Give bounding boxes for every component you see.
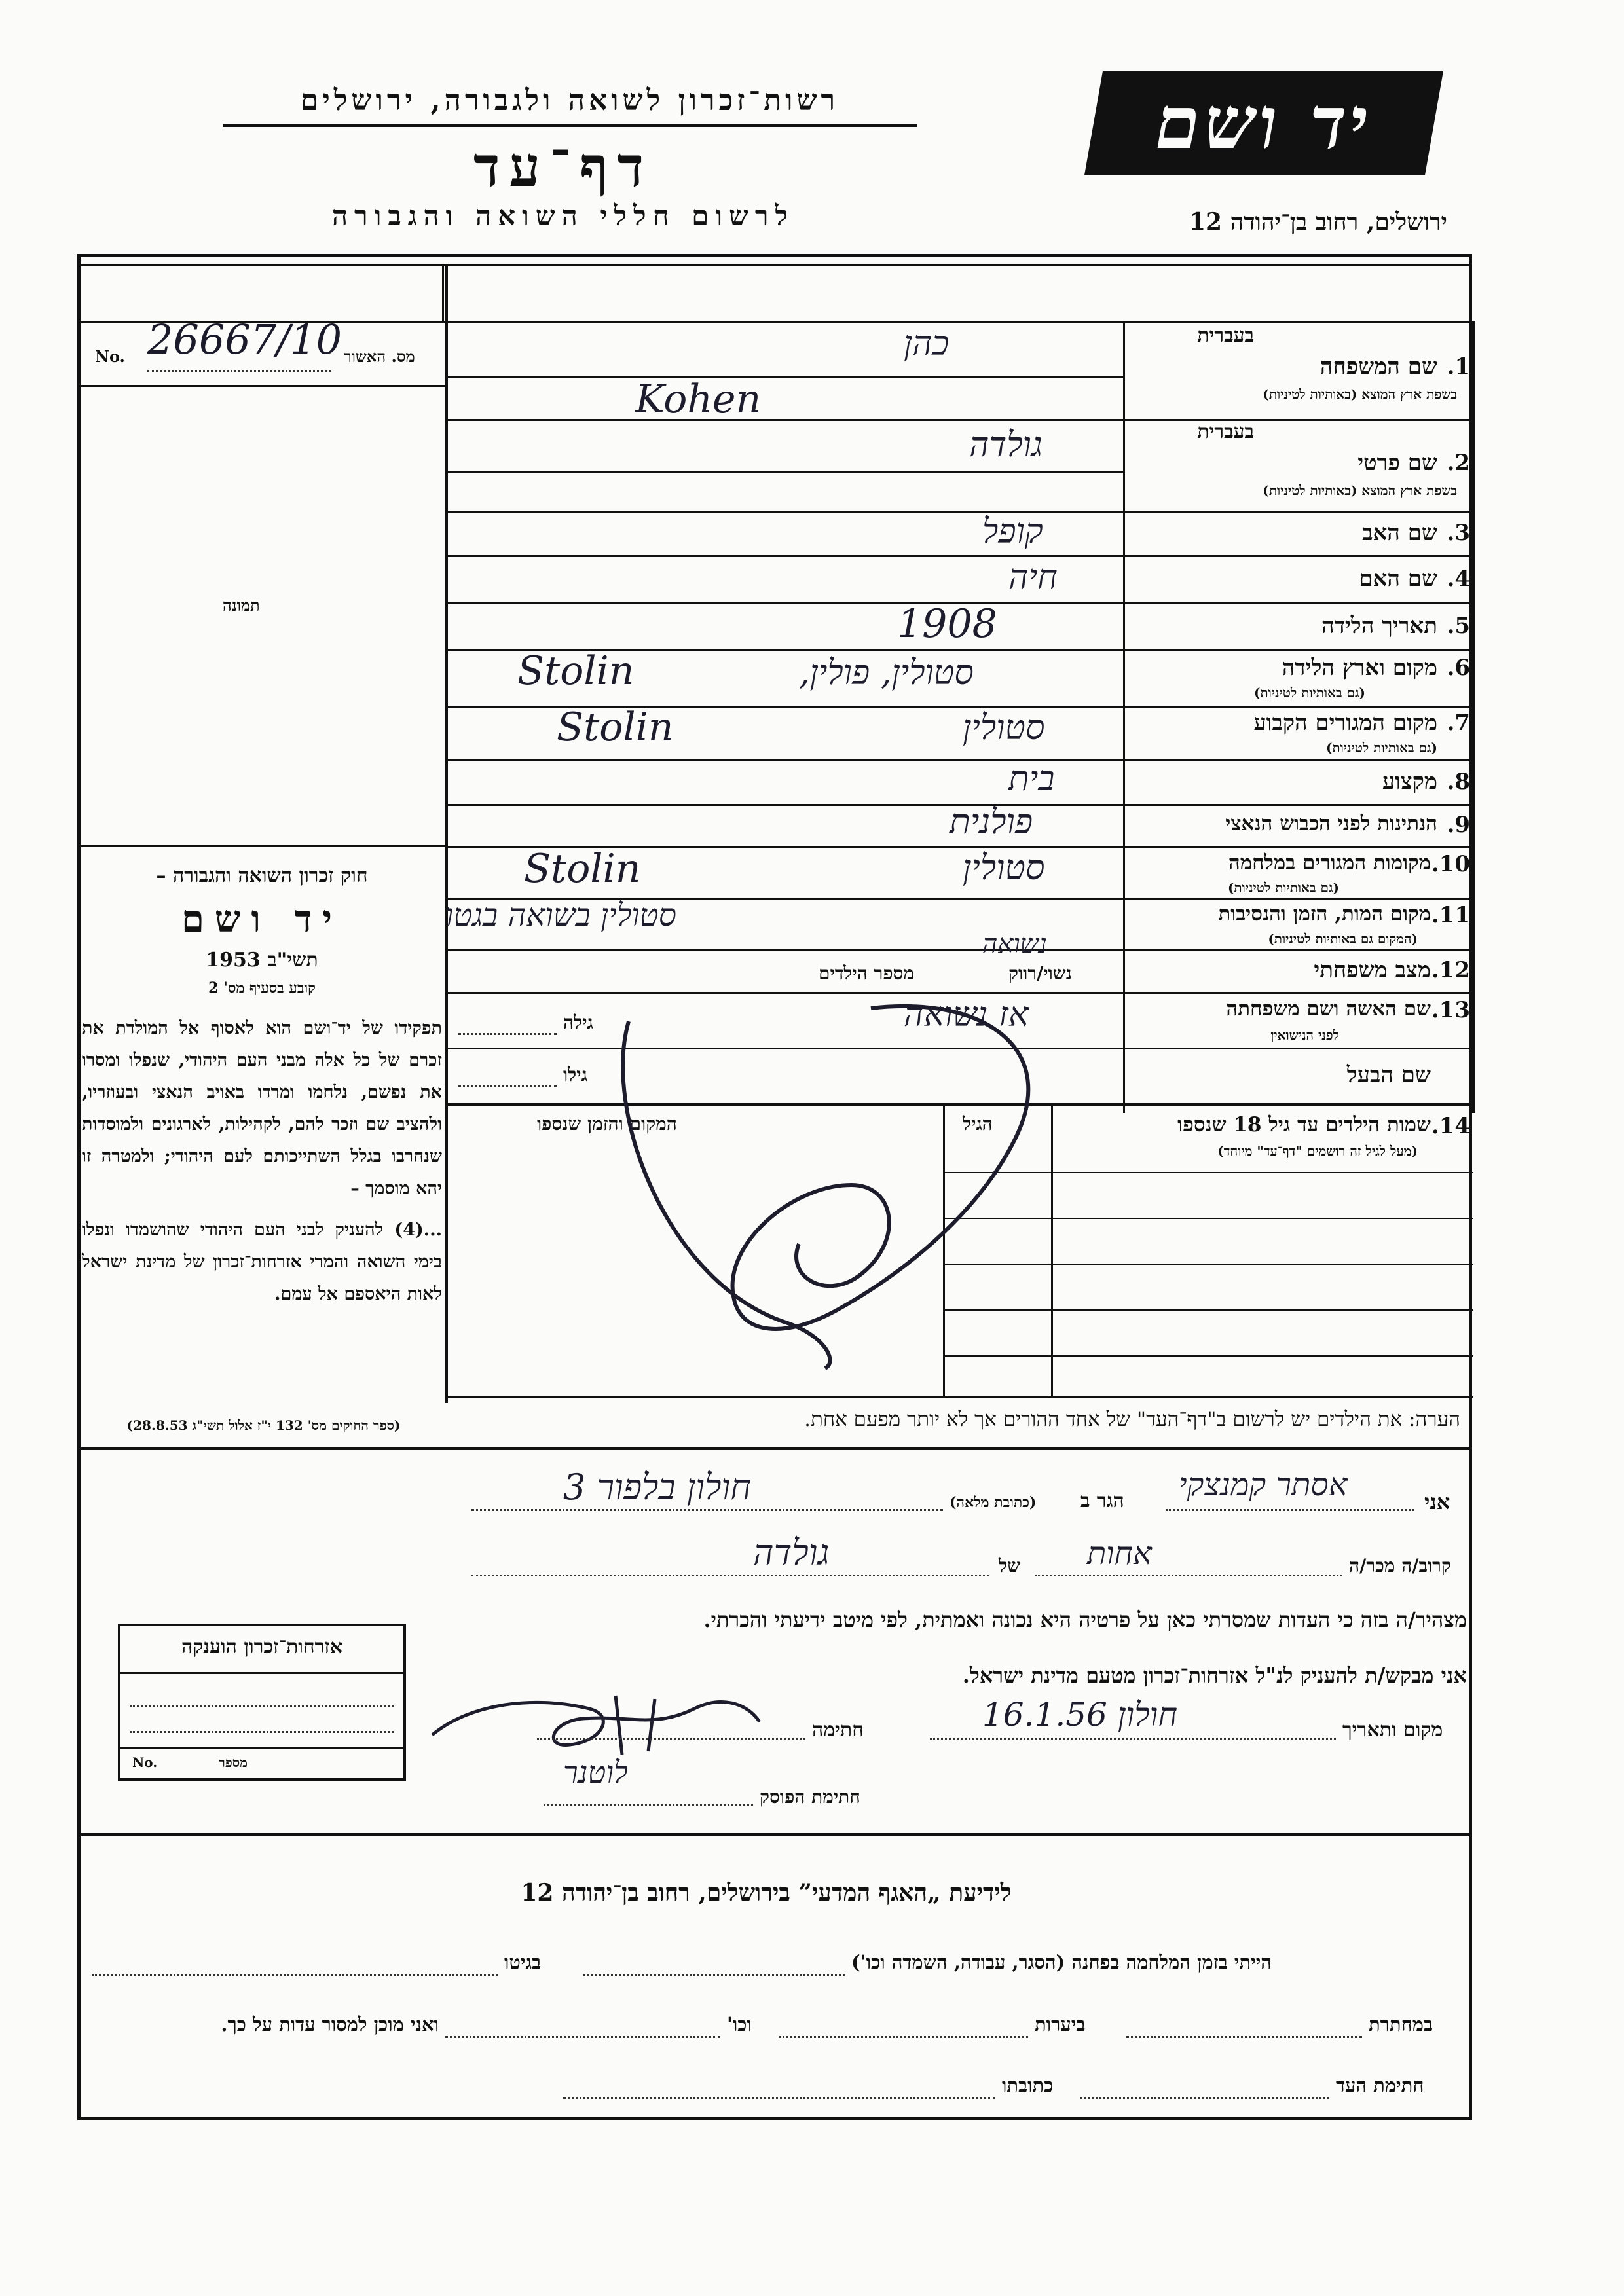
strike-through-scribble	[589, 969, 1113, 1375]
field-husband-age-line	[458, 1085, 557, 1087]
field-nationality	[1126, 805, 1470, 846]
witness-lives-label: הגר ב	[1080, 1489, 1124, 1512]
field-2-value-hebrew: גולדה	[969, 426, 1043, 465]
bottom-line3-fill-2	[563, 2097, 995, 2099]
field-7-value-latin: Stolin	[557, 704, 674, 750]
frame-inner-top	[77, 264, 1472, 266]
field-6-value-hebrew: סטולין, פולין,	[799, 653, 974, 693]
field-9-num: 9.	[1447, 812, 1470, 838]
witness-relation-line	[1035, 1575, 1342, 1576]
field-1-num: 1.	[1447, 354, 1470, 380]
field-1-label: שם המשפחה	[1320, 354, 1437, 380]
logo-text: יד ושם	[1148, 81, 1380, 165]
bottom-title: לידיעת „האגף המדעי” בירושלים, רחוב בן־יהודה 12	[521, 1879, 1012, 1906]
field-10-num: 10.	[1431, 851, 1470, 877]
request: אני מבקש/ת להעניק לנ"ל אזרחות־זכרון מטעם מדינת ישראל.	[962, 1663, 1467, 1688]
field-12-num: 12.	[1431, 957, 1470, 983]
registrar-name: לוטנר	[563, 1755, 628, 1790]
field-4-value: חיה	[1008, 558, 1058, 597]
field-7-sub: (גם באותיות לטיניות)	[1325, 740, 1437, 756]
bottom-line2c: וכו'	[727, 2013, 752, 2035]
field-13-value: אז נשואה	[904, 995, 1029, 1034]
place-date-line	[930, 1738, 1336, 1740]
field-wife-name	[1126, 993, 1470, 1048]
field-3-value: קופל	[982, 512, 1043, 551]
bottom-line1a: הייתי בזמן המלחמה בפחנה (הסגר, עבודה, השמדה וכו')	[851, 1951, 1272, 1973]
witness-relation: אחות	[1087, 1535, 1152, 1572]
field-war-residence	[1126, 847, 1470, 898]
bottom-line3b: כתובתו	[1002, 2074, 1054, 2096]
witness-i-label: אני	[1424, 1489, 1450, 1514]
label-column-divider	[1123, 321, 1125, 1113]
bottom-line3-fill-1	[1080, 2097, 1329, 2099]
top-left-divider	[442, 264, 444, 323]
witness-of-line	[471, 1575, 989, 1576]
bottom-line1b: בגיטו	[504, 1951, 542, 1973]
field-8-value: בית	[1008, 759, 1055, 799]
field-4-num: 4.	[1447, 566, 1470, 592]
field-12-children-label: מספר הילדים	[819, 962, 915, 984]
field-12-label: מצב משפחתי	[1314, 957, 1431, 983]
citizenship-no: No.	[132, 1755, 158, 1770]
field-7-value-hebrew: סטולין	[963, 708, 1045, 748]
field-first-name	[1126, 420, 1470, 511]
note-bottom-line	[77, 1447, 1472, 1450]
field-6-value-latin: Stolin	[517, 648, 635, 694]
bottom-line2d: ואני מוכן למסור עדות על כך.	[221, 2013, 439, 2035]
bottom-line2b: ביערות	[1035, 2013, 1086, 2035]
bottom-line1-fill-2	[92, 1974, 498, 1976]
field-3-label: שם האב	[1362, 520, 1437, 546]
children-col-age: הגיל	[963, 1113, 993, 1135]
form-title: דף־עד	[473, 134, 653, 199]
field-residence	[1126, 707, 1470, 759]
field-13-num: 13.	[1431, 997, 1470, 1023]
place-date: חולון 16.1.56	[982, 1696, 1178, 1734]
registrar-label: חתימת הפוסק	[760, 1786, 860, 1808]
field-6-sub: (גם באותיות לטיניות)	[1253, 685, 1365, 701]
field-12-married: נשוי/רווק	[1008, 962, 1072, 984]
field-8-num: 8.	[1447, 769, 1470, 795]
field-14-label: שמות הילדים עד גיל 18 שנספו	[1177, 1113, 1431, 1137]
field-family-name	[1126, 324, 1470, 419]
declaration: מצהיר/ה בזה כי העדות שמסרתי כאן על פרטיה היא נכונה ואמתית, לפי מיטב ידיעתי והכרתי.	[703, 1607, 1467, 1632]
institution-name: רשות־זכרון לשואה ולגבורה, ירושלים	[300, 84, 840, 117]
field-occupation	[1126, 761, 1470, 804]
law-sidebar	[82, 864, 442, 1310]
field-13-age-label: גילה	[563, 1011, 593, 1033]
field-mother-name	[1126, 556, 1470, 602]
law-name: יד ושם	[181, 898, 343, 941]
field-6-label: מקום וארץ הלידה	[1282, 655, 1437, 681]
bottom-line2-fill-1	[1126, 2036, 1362, 2038]
field-1-value-latin: Kohen	[635, 376, 762, 422]
witness-name-line	[1166, 1509, 1414, 1511]
field-14-sub: (מעל לגיל זה רושמים "דף־עד" מיוחד)	[1217, 1143, 1418, 1159]
field-husband-label: שם הבעל	[1346, 1062, 1431, 1088]
signature-line	[537, 1738, 805, 1740]
field-13-label: שם האשה ושם משפחתה	[1226, 997, 1431, 1021]
field-8-label: מקצוע	[1382, 769, 1437, 795]
field-5-label: תאריך הלידה	[1321, 613, 1437, 639]
citizenship-line-2	[130, 1731, 394, 1733]
registration-bottom-line	[77, 385, 447, 387]
field-1-sub: בשפת ארץ המוצא (באותיות לטיניות)	[1263, 386, 1457, 402]
law-title: חוק זכרון השואה והגבורה –	[156, 864, 368, 887]
field-13-age-line	[458, 1033, 557, 1035]
field-13-sub: לפני הנישואין	[1270, 1027, 1339, 1043]
witness-name: אסתר קמנצקי	[1179, 1467, 1348, 1503]
bottom-line3a: חתימת העד	[1336, 2074, 1424, 2096]
field-1-value-hebrew: כהן	[904, 324, 950, 363]
witness-bottom-line	[77, 1833, 1472, 1836]
field-5-value: 1908	[897, 601, 997, 647]
bottom-line2-fill-3	[445, 2036, 720, 2038]
field-3-num: 3.	[1447, 520, 1470, 546]
witness-of-label: של	[999, 1555, 1020, 1576]
citizenship-bottom-line	[120, 1747, 403, 1749]
field-birth-date	[1126, 604, 1470, 649]
field-7-num: 7.	[1447, 710, 1470, 736]
photo-label: תמונה	[223, 596, 260, 615]
place-date-label: מקום ותאריך	[1342, 1719, 1443, 1741]
field-10-label: מקומות המגורים במלחמה	[1228, 851, 1431, 875]
field-husband-age-label: גילו	[563, 1064, 587, 1085]
bottom-line1-fill	[583, 1974, 845, 1976]
field-11-label: מקום המות, הזמן והנסיבות	[1218, 902, 1431, 926]
field-husband	[1126, 1049, 1470, 1103]
row-line-1a	[445, 376, 1123, 378]
address: ירושלים, רחוב בן־יהודה 12	[1189, 208, 1447, 236]
field-father-name	[1126, 512, 1470, 555]
field-2-lang: בעברית	[1197, 420, 1254, 443]
law-clause: קובע בסעיף מס' 2	[208, 979, 316, 996]
field-14-num: 14.	[1431, 1113, 1470, 1139]
field-birth-place	[1126, 651, 1470, 706]
field-5-num: 5.	[1447, 613, 1470, 639]
citizenship-number-label: מספר	[219, 1755, 248, 1770]
registration-underline	[147, 370, 331, 372]
children-col-place: המקום והזמן שנספו	[537, 1113, 677, 1135]
citizenship-line-1	[130, 1705, 394, 1707]
witness-address: חולון בלפור 3	[563, 1467, 752, 1508]
form-subtitle: לרשום חללי השואה והגבורה	[331, 200, 795, 232]
field-10-value-hebrew: סטולין	[963, 848, 1045, 888]
field-10-sub: (גם באותיות לטיניות)	[1227, 880, 1339, 896]
yad-vashem-logo	[1084, 71, 1443, 175]
law-citation: (ספר החוקים מס' 132 י"ז אלול תשי"ג 28.8.53)	[126, 1417, 401, 1433]
field-9-value: פולנית	[950, 803, 1033, 842]
registration-no-label: No.	[95, 347, 125, 366]
law-paragraph-1: תפקידו של יד־ושם הוא לאסוף אל המולדת את זכרם של כל אלה מבני העם היהודי, שנפלו ומסרו את נפשם, נלחמו ומרדו באויב הנאצי ובעוזריו, ולהציב שם וזכר להם, לקהילות, לארגונים ולמוסדות שנחרבו בגלל השתייכותם לעם היהודי; ולמטרה זו יהא מוסמך –	[82, 1018, 442, 1199]
citizenship-title-line	[120, 1672, 403, 1674]
field-children	[1054, 1105, 1470, 1164]
law-year: תשי"ב 1953	[206, 949, 318, 972]
field-11-num: 11.	[1431, 902, 1470, 928]
field-9-label: הנתינות לפני הכבוש הנאצי	[1225, 812, 1437, 835]
witness-relation-label: קרוב/ה מכר/ה	[1349, 1555, 1451, 1576]
registration-number: 26667/10	[147, 316, 342, 363]
field-11-sub: (המקום גם באותיות לטיניות)	[1268, 931, 1418, 947]
citizenship-title: אזרחות־זכרון הוענקה	[181, 1635, 343, 1658]
registration-number-label: מס. האשור	[344, 347, 415, 366]
field-2-num: 2.	[1447, 450, 1470, 476]
header-underline	[223, 124, 917, 127]
witness-of-name: גולדה	[753, 1532, 830, 1573]
witness-address-sub: (כתובת מלאה)	[950, 1494, 1037, 1511]
left-column-divider	[445, 264, 448, 1403]
field-2-label: שם פרטי	[1357, 450, 1437, 476]
bottom-line2a: במחתרת	[1369, 2013, 1433, 2035]
note: הערה: את הילדים יש לרשום ב"דף־העד" של אחד ההורים אך לא יותר מפעם אחת.	[804, 1408, 1460, 1431]
field-2-sub: בשפת ארץ המוצא (באותיות לטיניות)	[1263, 483, 1457, 498]
right-thick-border	[1472, 321, 1475, 1113]
field-marital-status	[1126, 951, 1470, 992]
registration-box	[82, 316, 445, 386]
row-line-2a	[445, 471, 1123, 473]
citizenship-box	[118, 1624, 406, 1781]
photo-bottom-line	[77, 845, 447, 847]
field-7-label: מקום המגורים הקבוע	[1253, 710, 1437, 736]
field-10-value-latin: Stolin	[524, 846, 641, 892]
field-6-num: 6.	[1447, 655, 1470, 681]
field-11-value: סטולין בשואה בגטו	[445, 897, 676, 934]
field-1-lang: בעברית	[1197, 324, 1254, 347]
field-4-label: שם האם	[1359, 566, 1437, 592]
field-death-place	[1126, 900, 1470, 949]
law-paragraph-2: ...(4) להעניק לבני העם היהודי שהושמדו ונפלו בימי השואה והמרי אזרחות־זכרון של מדינת ישראל לאות היאספם אל עמם.	[82, 1220, 442, 1304]
bottom-line2-fill-2	[779, 2036, 1028, 2038]
witness-address-line	[471, 1509, 943, 1511]
field-12-value: נשואה	[982, 929, 1048, 959]
signature-label: חתימה	[812, 1719, 864, 1741]
children-bottom	[445, 1396, 1473, 1398]
registrar-line	[544, 1804, 753, 1806]
